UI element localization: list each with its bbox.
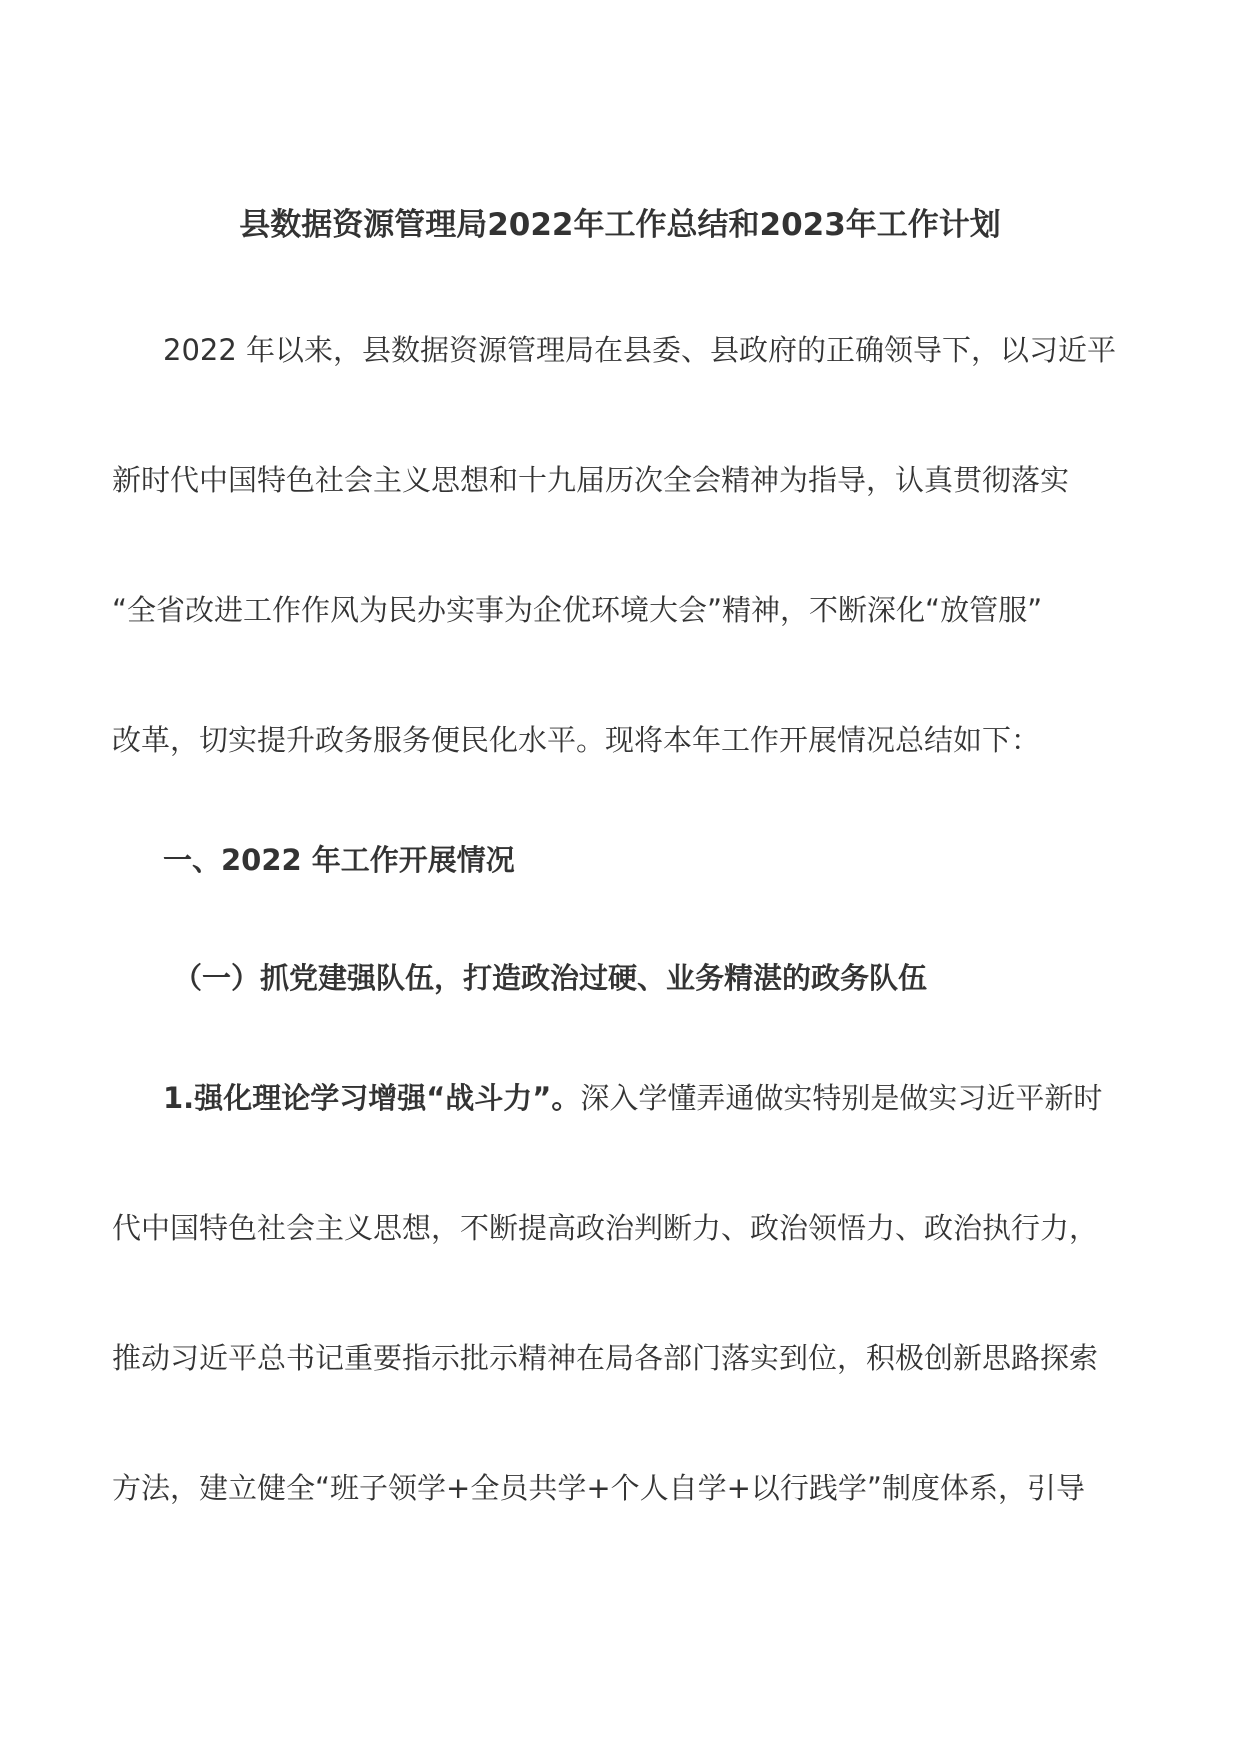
intro-paragraph-line: 2022 年以来，县数据资源管理局在县委、县政府的正确领导下，以习近平 — [163, 333, 1117, 367]
section-heading: 一、2022 年工作开展情况 — [163, 843, 515, 877]
item-paragraph-line: 推动习近平总书记重要指示批示精神在局各部门落实到位，积极创新思路探索 — [112, 1341, 1099, 1375]
item-lead: 1.强化理论学习增强“战斗力”。 — [163, 1081, 581, 1115]
document-title: 县数据资源管理局2022年工作总结和2023年工作计划 — [239, 207, 1001, 243]
intro-paragraph-line: 改革，切实提升政务服务便民化水平。现将本年工作开展情况总结如下： — [112, 723, 1041, 757]
intro-paragraph-line: 新时代中国特色社会主义思想和十九届历次全会精神为指导，认真贯彻落实 — [112, 463, 1070, 497]
item-paragraph-first-line — [163, 1078, 1132, 1118]
subsection-heading: （一）抓党建强队伍，打造政治过硬、业务精湛的政务队伍 — [173, 961, 928, 995]
item-paragraph-line: 方法，建立健全“班子领学+全员共学+个人自学+以行践学”制度体系，引导 — [112, 1471, 1085, 1505]
item-paragraph-line: 代中国特色社会主义思想，不断提高政治判断力、政治领悟力、政治执行力， — [112, 1211, 1099, 1245]
item-lead-rest: 深入学懂弄通做实特别是做实习近平新时 — [580, 1081, 1103, 1115]
intro-paragraph-line: “全省改进工作作风为民办实事为企优环境大会”精神，不断深化“放管服” — [112, 593, 1043, 627]
